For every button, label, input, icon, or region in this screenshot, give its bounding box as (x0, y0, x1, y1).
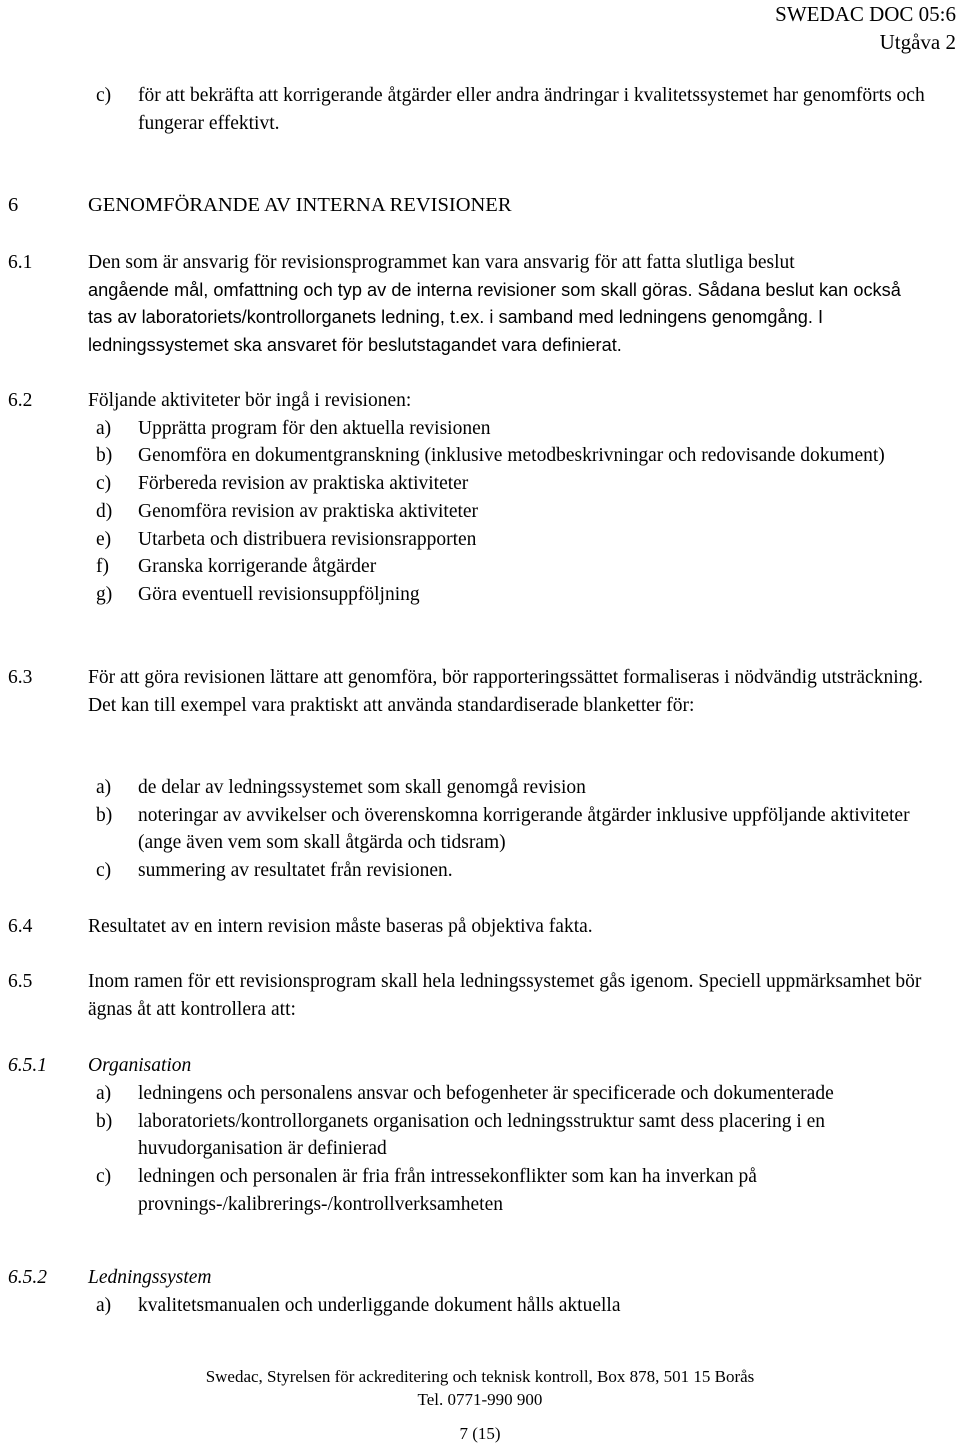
item-label: g) (96, 583, 113, 605)
list-item (96, 857, 946, 885)
item-text: ledningens och personalens ansvar och befogenheter är specificerade och dokumenterade (138, 1083, 834, 1104)
item-label: a) (96, 417, 112, 439)
item-text: ledningen och personalen är fria från intressekonflikter som kan ha inverkan på provnings-/kalibrerings-/kontrollverksamheten (138, 1166, 757, 1215)
item-label: a) (96, 1083, 112, 1104)
item-text: noteringar av avvikelser och överenskomna korrigerande åtgärder inklusive uppföljande aktiviteter (ange även vem som skall åtgärda och tidsram) (138, 804, 910, 854)
paragraph-number: 6.3 (8, 667, 33, 688)
list-item (96, 1163, 950, 1218)
paragraph-text: Inom ramen för ett revisionsprogram skall hela ledningssystemet gås igenom. Speciell uppmärksamhet bör ägnas åt att kontrollera att: (88, 971, 922, 1020)
paragraph-text: angående mål, omfattning och typ av de interna revisioner som skall göras. Sådana beslut kan också tas av laboratoriets/kontrollorganets ledning, t.ex. i samband med ledningens genomgång. I ledningssystemet ska ansvaret för beslutstagandet vara definierat. (88, 279, 901, 356)
item-label: c) (96, 1166, 112, 1188)
list-item (96, 1292, 950, 1320)
list-item (96, 1080, 950, 1108)
list-item (96, 802, 946, 857)
paragraph-text: För att göra revisionen lättare att genomföra, bör rapporteringssättet formaliseras i nödvändig utsträckning. Det kan till exempel vara praktiskt att använda standardiserade blanketter för: (88, 667, 923, 716)
item-text: summering av resultatet från revisionen. (138, 860, 453, 882)
item-text: Genomföra revision av praktiska aktiviteter (138, 500, 479, 522)
item-text: Granska korrigerande åtgärder (138, 556, 377, 578)
item-label: d) (96, 500, 113, 522)
item-text: Upprätta program för den aktuella revisionen (138, 417, 491, 439)
item-text: laboratoriets/kontrollorganets organisation och ledningsstruktur samt dess placering i en huvudorganisation är definierad (138, 1110, 826, 1160)
section-title: GENOMFÖRANDE AV INTERNA REVISIONER (88, 194, 512, 216)
item-text: Utarbeta och distribuera revisionsrapporten (138, 528, 477, 550)
list-item (96, 581, 948, 609)
subsection-title: Ledningssystem (88, 1267, 212, 1288)
item-text: Göra eventuell revisionsuppföljning (138, 583, 420, 605)
paragraph-first-line: Den som är ansvarig för revisionsprogrammet kan vara ansvarig för att fatta slutliga beslut (88, 252, 795, 273)
item-label: b) (96, 804, 113, 826)
item-text: Förbereda revision av praktiska aktiviteter (138, 473, 469, 495)
item-text: de delar av ledningssystemet som skall genomgå revision (138, 777, 586, 798)
item-label: b) (96, 445, 113, 467)
paragraph-text: Resultatet av en intern revision måste baseras på objektiva fakta. (88, 916, 593, 937)
item-label: a) (96, 1295, 112, 1316)
management-list (96, 1292, 950, 1320)
item-label: e) (96, 528, 112, 550)
item-label: c) (96, 860, 112, 882)
item-label: b) (96, 1110, 113, 1132)
footer-address: Swedac, Styrelsen för ackreditering och teknisk kontroll, Box 878, 501 15 Borås (205, 1367, 755, 1386)
item-text: Genomföra en dokumentgranskning (inklusive metodbeskrivningar och redovisande dokument) (138, 445, 885, 467)
subsection-number: 6.5.2 (8, 1267, 47, 1288)
item-text: för att bekräfta att korrigerande åtgärder eller andra ändringar i kvalitetssystemet har genomförts och fungerar effektivt. (138, 85, 925, 134)
form-list (96, 774, 946, 885)
list-item (96, 774, 946, 802)
list-item (96, 553, 948, 581)
activity-list (96, 415, 948, 609)
list-item (96, 1108, 950, 1163)
paragraph-number: 6.1 (8, 252, 33, 273)
item-label: a) (96, 777, 112, 798)
list-item (96, 526, 948, 554)
organisation-list (96, 1080, 950, 1219)
list-item (96, 498, 948, 526)
doc-id: SWEDAC DOC 05:6 (775, 2, 956, 26)
page-number: 7 (15) (459, 1424, 501, 1443)
list-item (96, 415, 948, 443)
paragraph-intro: Följande aktiviteter bör ingå i revisionen: (88, 390, 412, 411)
item-text: kvalitetsmanualen och underliggande dokument hålls aktuella (138, 1295, 621, 1316)
subsection-title: Organisation (88, 1055, 192, 1076)
paragraph-number: 6.4 (8, 916, 33, 937)
edition: Utgåva 2 (879, 30, 956, 54)
section-number: 6 (8, 194, 19, 216)
footer-phone: Tel. 0771-990 900 (417, 1390, 543, 1409)
subsection-number: 6.5.1 (8, 1055, 47, 1076)
intro-item (96, 82, 946, 137)
item-label: c) (96, 473, 112, 495)
item-label: f) (96, 556, 109, 578)
paragraph-number: 6.5 (8, 971, 33, 992)
item-label: c) (96, 85, 112, 106)
list-item (96, 470, 948, 498)
paragraph-number: 6.2 (8, 390, 33, 411)
list-item (96, 442, 948, 470)
